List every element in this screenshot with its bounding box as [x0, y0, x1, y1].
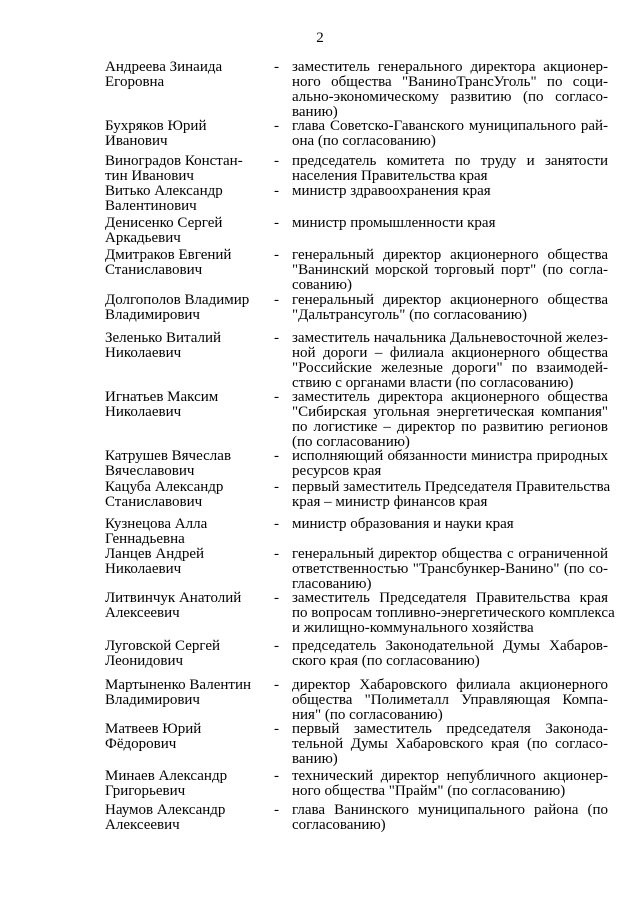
member-name-line: тин Иванович — [105, 168, 194, 184]
member-position-line: края – министр финансов края — [292, 494, 488, 510]
member-position-line: ответственностью "Трансбункер-Ванино" (по со- — [292, 561, 608, 577]
member-name-line: Николаевич — [105, 404, 182, 420]
member-position-line: ресурсов края — [292, 463, 382, 479]
member-position — [292, 639, 608, 669]
member-position — [292, 293, 608, 323]
member-position-line: ного общества "ВаниноТрансУголь" по соци- — [292, 74, 608, 90]
member-dash: - — [274, 118, 279, 134]
member-position — [292, 722, 608, 767]
member-position — [292, 547, 608, 592]
member-position — [292, 216, 608, 231]
member-position — [292, 449, 608, 479]
member-name — [105, 517, 270, 547]
member-dash: - — [274, 247, 279, 263]
member-position-line: директор Хабаровского филиала акционерного — [292, 677, 608, 693]
member-name-line: Бухряков Юрий — [105, 118, 207, 134]
member-name — [105, 769, 270, 799]
member-name — [105, 184, 270, 214]
member-name-line: Витько Александр — [105, 183, 223, 199]
member-dash: - — [274, 677, 279, 693]
member-dash: - — [274, 516, 279, 532]
member-name-line: Долгополов Владимир — [105, 292, 250, 308]
member-position-line: согласованию) — [292, 817, 386, 833]
member-position-line: ной дороги – филиала акционерного общества — [292, 345, 608, 361]
member-position-line: ванию) — [292, 104, 338, 120]
member-name-line: Вячеславович — [105, 463, 195, 479]
member-name-line: Иванович — [105, 133, 168, 149]
member-name-line: Николаевич — [105, 345, 182, 361]
member-name — [105, 803, 270, 833]
member-position-line: "Дальтрансуголь" (по согласованию) — [292, 307, 527, 323]
member-position — [292, 390, 608, 450]
member-name — [105, 449, 270, 479]
member-position — [292, 590, 615, 636]
member-name-line: Владимирович — [105, 307, 200, 323]
member-position-line: и жилищно-коммунального хозяйства — [292, 620, 534, 636]
member-position-line: общества "Полиметалл Управляющая Компа- — [292, 692, 608, 708]
member-name — [105, 390, 270, 420]
member-name-line: Алексеевич — [105, 605, 180, 621]
member-name — [105, 248, 270, 278]
member-dash: - — [274, 802, 279, 818]
member-name-line: Луговской Сергей — [105, 638, 221, 654]
member-name-line: Валентинович — [105, 198, 197, 214]
member-position-line: ствию с органами власти (по согласованию) — [292, 375, 574, 391]
member-position-line: председатель Законодательной Думы Хабаров- — [292, 638, 608, 654]
member-name — [105, 119, 270, 149]
member-position-line: генеральный директор акционерного общества — [292, 247, 608, 263]
member-position-line: она (по согласованию) — [292, 133, 436, 149]
member-dash: - — [274, 448, 279, 464]
member-dash: - — [274, 768, 279, 784]
member-name-line: Леонидович — [105, 653, 184, 669]
member-position-line: заместитель генерального директора акционер- — [292, 59, 608, 75]
member-position-line: "Ванинский морской торговый порт" (по согла- — [292, 262, 608, 278]
member-position — [292, 803, 608, 833]
member-position-line: заместитель начальника Дальневосточной желез- — [292, 330, 608, 346]
member-position-line: по логистике – директор по развитию регионов — [292, 419, 608, 435]
member-name-line: Литвинчук Анатолий — [105, 590, 242, 606]
member-name — [105, 331, 270, 361]
member-position-line: ально-экономическому развитию (по согласо- — [292, 89, 608, 105]
member-dash: - — [274, 183, 279, 199]
member-dash: - — [274, 479, 279, 495]
member-name-line: Геннадьевна — [105, 531, 185, 547]
member-position-line: заместитель директора акционерного общества — [292, 389, 608, 405]
member-position — [292, 248, 608, 293]
member-position-line: гласованию) — [292, 576, 372, 592]
member-position-line: генеральный директор акционерного общества — [292, 292, 608, 308]
member-name — [105, 480, 270, 510]
member-name-line: Егоровна — [105, 74, 165, 90]
member-name-line: Кузнецова Алла — [105, 516, 208, 532]
member-name-line: Дмитраков Евгений — [105, 247, 232, 263]
member-position — [292, 154, 608, 184]
member-position-line: технический директор непубличного акционер- — [292, 768, 608, 784]
member-position-line: заместитель Председателя Правительства края — [292, 590, 608, 606]
member-position-line: (по согласованию) — [292, 434, 410, 450]
member-dash: - — [274, 389, 279, 405]
member-dash: - — [274, 215, 279, 231]
member-name-line: Денисенко Сергей — [105, 215, 223, 231]
member-dash: - — [274, 721, 279, 737]
member-position-line: ния" (по согласованию) — [292, 707, 443, 723]
member-name-line: Станиславович — [105, 494, 203, 510]
member-position — [292, 119, 608, 149]
member-name-line: Ланцев Андрей — [105, 546, 205, 562]
page-number: 2 — [316, 30, 324, 46]
member-name-line: Фёдорович — [105, 736, 177, 752]
member-position-line: исполняющий обязанности министра природных — [292, 448, 608, 464]
member-name-line: Григорьевич — [105, 783, 186, 799]
member-position-line: первый заместитель Председателя Правительства — [292, 479, 611, 495]
member-position-line: министр здравоохранения края — [292, 183, 491, 199]
member-name-line: Николаевич — [105, 561, 182, 577]
member-position-line: генеральный директор общества с ограниченной — [292, 546, 608, 562]
member-position-line: сованию) — [292, 277, 352, 293]
member-dash: - — [274, 590, 279, 606]
member-name — [105, 60, 270, 90]
member-name-line: Катрушев Вячеслав — [105, 448, 232, 464]
member-dash: - — [274, 59, 279, 75]
member-name — [105, 591, 270, 621]
member-position-line: глава Ванинского муниципального района (по — [292, 802, 608, 818]
member-name-line: Наумов Александр — [105, 802, 226, 818]
member-name — [105, 722, 270, 752]
member-position-line: населения Правительства края — [292, 168, 488, 184]
member-name-line: Игнатьев Максим — [105, 389, 219, 405]
member-name-line: Матвеев Юрий — [105, 721, 202, 737]
member-position-line: по вопросам топливно-энергетического комплекса — [292, 605, 615, 621]
member-position-line: председатель комитета по труду и занятости — [292, 153, 608, 169]
member-position-line: министр промышленности края — [292, 215, 496, 231]
member-name-line: Виноградов Констан- — [105, 153, 243, 169]
member-position — [292, 479, 611, 510]
member-position — [292, 769, 608, 799]
member-name-line: Аркадьевич — [105, 230, 181, 246]
member-position-line: глава Советско-Гаванского муниципального рай- — [292, 118, 608, 134]
member-name-line: Андреева Зинаида — [105, 59, 223, 75]
member-position — [292, 184, 608, 199]
member-name — [105, 154, 270, 184]
member-position-line: ского края (по согласованию) — [292, 653, 480, 669]
member-position — [292, 60, 608, 120]
member-dash: - — [274, 153, 279, 169]
member-name-line: Минаев Александр — [105, 768, 228, 784]
member-position-line: "Российские железные дороги" по взаимодей- — [292, 360, 608, 376]
member-name-line: Мартыненко Валентин — [105, 677, 251, 693]
member-name — [105, 547, 270, 577]
member-name — [105, 216, 270, 246]
member-name-line: Алексеевич — [105, 817, 180, 833]
member-position-line: первый заместитель председателя Законода- — [292, 721, 608, 737]
member-name — [105, 639, 270, 669]
member-dash: - — [274, 638, 279, 654]
member-dash: - — [274, 292, 279, 308]
member-name-line: Станиславович — [105, 262, 203, 278]
member-name — [105, 678, 270, 708]
member-name — [105, 293, 270, 323]
member-position — [292, 331, 608, 391]
member-position-line: "Сибирская угольная энергетическая компания" — [292, 404, 608, 420]
member-name-line: Владимирович — [105, 692, 200, 708]
member-name-line: Кацуба Александр — [105, 479, 224, 495]
member-position-line: министр образования и науки края — [292, 516, 514, 532]
member-name-line: Зеленько Виталий — [105, 330, 222, 346]
member-position-line: ванию) — [292, 751, 338, 767]
member-position-line: тельной Думы Хабаровского края (по согласо- — [292, 736, 608, 752]
member-position — [292, 517, 608, 532]
member-position — [292, 678, 608, 723]
member-position-line: ного общества "Прайм" (по согласованию) — [292, 783, 566, 799]
member-dash: - — [274, 330, 279, 346]
member-dash: - — [274, 546, 279, 562]
